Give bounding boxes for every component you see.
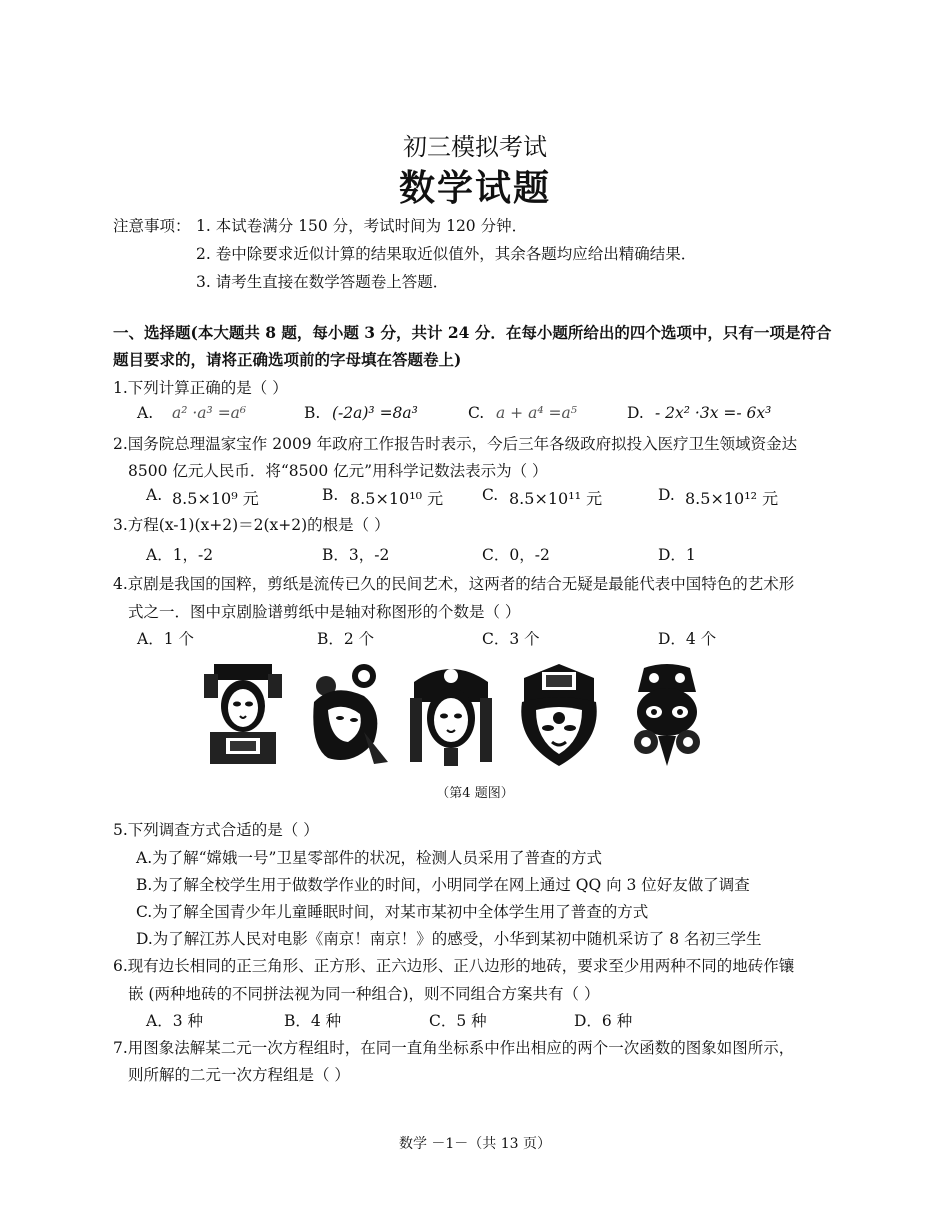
q4-option-a: A．1 个	[137, 630, 194, 648]
q6-option-b: B．4 种	[284, 1012, 342, 1030]
q3-option-d: D．1	[658, 546, 696, 564]
opera-mask-image-5	[624, 662, 710, 768]
q1-option-c-formula: a + a⁴ =a⁵	[496, 404, 577, 422]
question-4-line2: 式之一．图中京剧脸谱剪纸中是轴对称图形的个数是（ ）	[128, 603, 521, 621]
note-item-1: 1. 本试卷满分 150 分，考试时间为 120 分钟．	[196, 217, 528, 235]
question-4-line1: 4.京剧是我国的国粹，剪纸是流传已久的民间艺术，这两者的结合无疑是最能代表中国特色的艺术形	[113, 575, 795, 593]
q2-option-b-label: B.	[322, 486, 339, 504]
exam-subtitle: 数学试题	[398, 168, 551, 209]
question-5-stem: 5.下列调查方式合适的是（ ）	[113, 821, 319, 839]
section-heading-line1: 一、选择题(本大题共 8 题，每小题 3 分，共计 24 分．在每小题所给出的四个选项中，只有一项是符合	[113, 323, 832, 342]
q2-option-a-formula: 8.5×10⁹ 元	[172, 489, 259, 508]
q6-option-d: D．6 种	[574, 1012, 633, 1030]
figure-caption: （第4 题图）	[436, 786, 514, 801]
q1-option-b-label: B.	[304, 404, 321, 422]
question-6-line2: 嵌 (两种地砖的不同拼法视为同一种组合)，则不同组合方案共有（ ）	[128, 985, 600, 1003]
section-heading-line2: 题目要求的，请将正确选项前的字母填在答题卷上)	[113, 350, 462, 369]
q5-option-c: C.为了解全国青少年儿童睡眠时间，对某市某初中全体学生用了普查的方式	[136, 903, 649, 921]
q4-option-d: D．4 个	[658, 630, 717, 648]
q2-option-c-label: C.	[482, 486, 499, 504]
question-7-line2: 则所解的二元一次方程组是（ ）	[128, 1066, 350, 1084]
question-2-line2: 8500 亿元人民币．将“8500 亿元”用科学记数法表示为（ ）	[128, 462, 548, 480]
q5-option-d: D.为了解江苏人民对电影《南京！南京！》的感受，小华到某初中随机采访了 8 名初三学生	[136, 930, 762, 948]
q1-option-d-label: D.	[627, 404, 644, 422]
question-3-stem: 3.方程(x-1)(x+2)＝2(x+2)的根是（ ）	[113, 516, 390, 534]
q6-option-a: A．3 种	[146, 1012, 203, 1030]
opera-mask-image-4	[516, 662, 602, 768]
opera-masks-figure	[200, 662, 720, 774]
q6-option-c: C．5 种	[429, 1012, 487, 1030]
q2-option-b-formula: 8.5×10¹⁰ 元	[350, 489, 444, 508]
notes-label: 注意事项：	[113, 217, 191, 235]
opera-mask-image-1	[200, 662, 286, 768]
q2-option-a-label: A.	[146, 486, 163, 504]
opera-mask-image-2	[304, 662, 390, 768]
opera-mask-image-3	[408, 662, 494, 768]
q5-option-a: A.为了解“嫦娥一号”卫星零部件的状况，检测人员采用了普查的方式	[136, 849, 602, 867]
q3-option-b: B．3，-2	[322, 546, 390, 564]
q2-option-d-label: D.	[658, 486, 675, 504]
q2-option-d-formula: 8.5×10¹² 元	[685, 489, 779, 508]
q5-option-b: B.为了解全校学生用于做数学作业的时间，小明同学在网上通过 QQ 向 3 位好友做了调查	[136, 876, 750, 894]
q1-option-a-formula: a² ·a³ =a⁶	[172, 404, 247, 422]
note-item-3: 3. 请考生直接在数学答题卷上答题．	[196, 273, 449, 291]
exam-title: 初三模拟考试	[403, 133, 547, 161]
q3-option-a: A．1，-2	[146, 546, 214, 564]
question-6-line1: 6.现有边长相同的正三角形、正方形、正六边形、正八边形的地砖，要求至少用两种不同的地砖作镶	[113, 957, 795, 975]
q1-option-b-formula: (-2a)³ =8a³	[332, 404, 418, 422]
q4-option-c: C．3 个	[482, 630, 540, 648]
note-item-2: 2. 卷中除要求近似计算的结果取近似值外，其余各题均应给出精确结果．	[196, 245, 697, 263]
q3-option-c: C．0，-2	[482, 546, 550, 564]
question-7-line1: 7.用图象法解某二元一次方程组时，在同一直角坐标系中作出相应的两个一次函数的图象如图所示，	[113, 1039, 795, 1057]
question-1-stem: 1.下列计算正确的是（ ）	[113, 379, 288, 397]
q1-option-d-formula: - 2x² ·3x =- 6x³	[655, 404, 772, 422]
q4-option-b: B．2 个	[317, 630, 375, 648]
page-footer: 数学 －1－（共 13 页）	[398, 1136, 552, 1152]
q1-option-c-label: C.	[468, 404, 485, 422]
q1-option-a-label: A.	[137, 404, 154, 422]
question-2-line1: 2.国务院总理温家宝作 2009 年政府工作报告时表示，今后三年各级政府拟投入医疗卫生领域资金达	[113, 435, 798, 453]
q2-option-c-formula: 8.5×10¹¹ 元	[509, 489, 603, 508]
